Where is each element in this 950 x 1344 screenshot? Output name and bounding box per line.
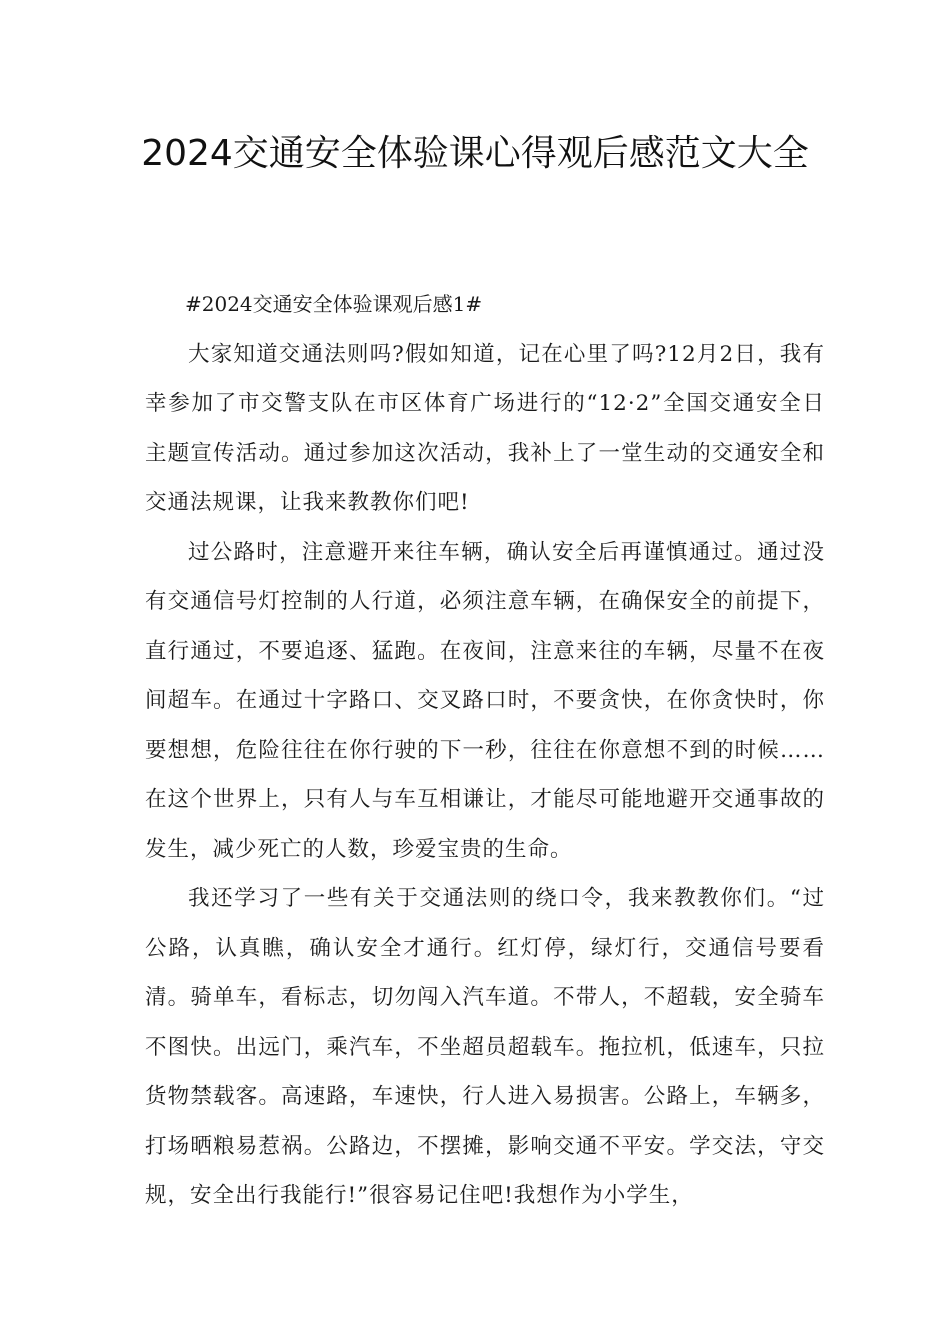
paragraph-intro: 大家知道交通法则吗?假如知道，记在心里了吗?12月2日，我有幸参加了市交警支队在市区体育广场进行的“12·2”全国交通安全日主题宣传活动。通过参加这次活动，我补上了一堂生动的交通安全和交通法规课，让我来教教你们吧! — [145, 341, 825, 515]
document-body — [145, 280, 825, 1221]
paragraph-tongue-twister: 我还学习了一些有关于交通法则的绕口令，我来教教你们。“过公路，认真瞧，确认安全才通行。红灯停，绿灯行，交通信号要看清。骑单车，看标志，切勿闯入汽车道。不带人，不超载，安全骑车不图快。出远门，乘汽车，不坐超员超载车。拖拉机，低速车，只拉货物禁载客。高速路，车速快，行人进入易损害。公路上，车辆多，打场晒粮易惹祸。公路边，不摆摊，影响交通不平安。学交法，守交规，安全出行我能行!”很容易记住吧!我想作为小学生， — [145, 886, 825, 1208]
section-heading: #2024交通安全体验课观后感1# — [185, 292, 483, 316]
document-title: 2024交通安全体验课心得观后感范文大全 — [141, 133, 809, 174]
paragraph-crossing-road: 过公路时，注意避开来往车辆，确认安全后再谨慎通过。通过没有交通信号灯控制的人行道，必须注意车辆，在确保安全的前提下，直行通过，不要追逐、猛跑。在夜间，注意来往的车辆，尽量不在夜间超车。在通过十字路口、交叉路口时，不要贪快，在你贪快时，你要想想，危险往往在你行驶的下一秒，往往在你意想不到的时候……在这个世界上，只有人与车互相谦让，才能尽可能地避开交通事故的发生，减少死亡的人数，珍爱宝贵的生命。 — [145, 539, 825, 862]
